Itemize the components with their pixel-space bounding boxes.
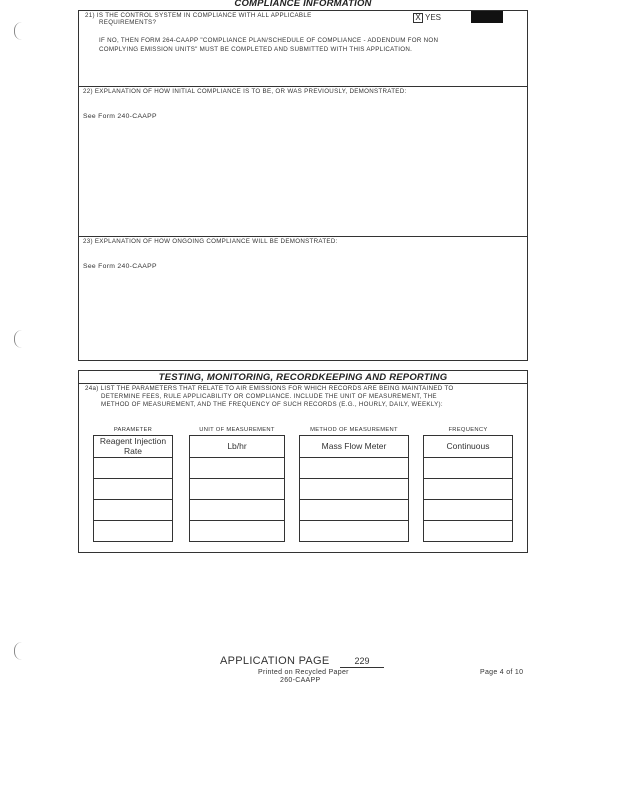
frequency-cell[interactable]: [423, 520, 513, 542]
method-value: Mass Flow Meter: [321, 441, 387, 451]
q22-box: [78, 86, 528, 237]
testing-section-box: [78, 370, 528, 553]
q21-question-line1: 21) IS THE CONTROL SYSTEM IN COMPLIANCE WITH ALL APPLICABLE: [85, 12, 312, 19]
q23-question: 23) EXPLANATION OF HOW ONGOING COMPLIANCE WILL BE DEMONSTRATED:: [83, 238, 338, 245]
form-number: 260-CAAPP: [280, 677, 321, 684]
method-cell[interactable]: [299, 457, 409, 479]
application-page-label: APPLICATION PAGE: [220, 655, 330, 667]
header-parameter: PARAMETER: [113, 427, 153, 433]
q23-answer: See Form 240-CAAPP: [83, 263, 157, 270]
q23-box: [78, 236, 528, 361]
yes-checkbox[interactable]: X: [413, 13, 423, 23]
header-unit: UNIT OF MEASUREMENT: [199, 427, 275, 433]
parameter-cell[interactable]: [93, 478, 173, 500]
q24-line2: DETERMINE FEES, RULE APPLICABILITY OR COMPLIANCE. INCLUDE THE UNIT OF MEASUREMENT, THE: [101, 393, 437, 400]
page-of-label: Page 4 of 10: [480, 669, 524, 676]
yes-label: YES: [425, 13, 442, 22]
frequency-cell[interactable]: [423, 478, 513, 500]
parameter-value-line2: Rate: [124, 446, 142, 456]
parameter-cell[interactable]: [93, 435, 173, 458]
parameter-cell[interactable]: [93, 499, 173, 521]
redacted-block: [471, 11, 503, 23]
testing-section-title: TESTING, MONITORING, RECORDKEEPING AND REPORTING: [158, 372, 448, 383]
q22-answer: See Form 240-CAAPP: [83, 113, 157, 120]
unit-cell[interactable]: [189, 499, 285, 521]
title-divider: [79, 383, 527, 384]
q22-question: 22) EXPLANATION OF HOW INITIAL COMPLIANCE IS TO BE, OR WAS PREVIOUSLY, DEMONSTRATED:: [83, 88, 407, 95]
compliance-section-title: COMPLIANCE INFORMATION: [234, 0, 372, 9]
q21-box: [78, 10, 528, 87]
unit-cell[interactable]: [189, 478, 285, 500]
method-cell[interactable]: [299, 520, 409, 542]
unit-cell[interactable]: [189, 435, 285, 458]
header-frequency: FREQUENCY: [448, 427, 488, 433]
q24-line3: METHOD OF MEASUREMENT, AND THE FREQUENCY OF SUCH RECORDS (E.G., HOURLY, DAILY, WEEKLY):: [101, 401, 443, 408]
application-page-number: 229: [340, 655, 384, 668]
q21-note-line2: COMPLYING EMISSION UNITS" MUST BE COMPLETED AND SUBMITTED WITH THIS APPLICATION.: [99, 46, 413, 53]
q21-note-line1: IF NO, THEN FORM 264-CAAPP "COMPLIANCE PLAN/SCHEDULE OF COMPLIANCE - ADDENDUM FOR NON: [99, 37, 439, 44]
q24-line1: 24a) LIST THE PARAMETERS THAT RELATE TO AIR EMISSIONS FOR WHICH RECORDS ARE BEING MAINTAINED TO: [85, 385, 454, 392]
unit-value: Lb/hr: [227, 441, 247, 451]
frequency-cell[interactable]: [423, 457, 513, 479]
unit-cell[interactable]: [189, 520, 285, 542]
unit-cell[interactable]: [189, 457, 285, 479]
parameter-value-line1: Reagent Injection: [99, 436, 167, 446]
frequency-cell[interactable]: [423, 499, 513, 521]
parameter-cell[interactable]: [93, 457, 173, 479]
binder-hole-mark: [14, 642, 23, 660]
frequency-value: Continuous: [446, 441, 490, 451]
parameter-cell[interactable]: [93, 520, 173, 542]
frequency-cell[interactable]: [423, 435, 513, 458]
method-cell[interactable]: [299, 478, 409, 500]
header-method: METHOD OF MEASUREMENT: [310, 427, 398, 433]
binder-hole-mark: [14, 22, 23, 40]
binder-hole-mark: [14, 330, 23, 348]
method-cell[interactable]: [299, 499, 409, 521]
recycled-paper-note: Printed on Recycled Paper: [258, 669, 349, 676]
method-cell[interactable]: [299, 435, 409, 458]
q21-question-line2: REQUIREMENTS?: [99, 19, 157, 26]
